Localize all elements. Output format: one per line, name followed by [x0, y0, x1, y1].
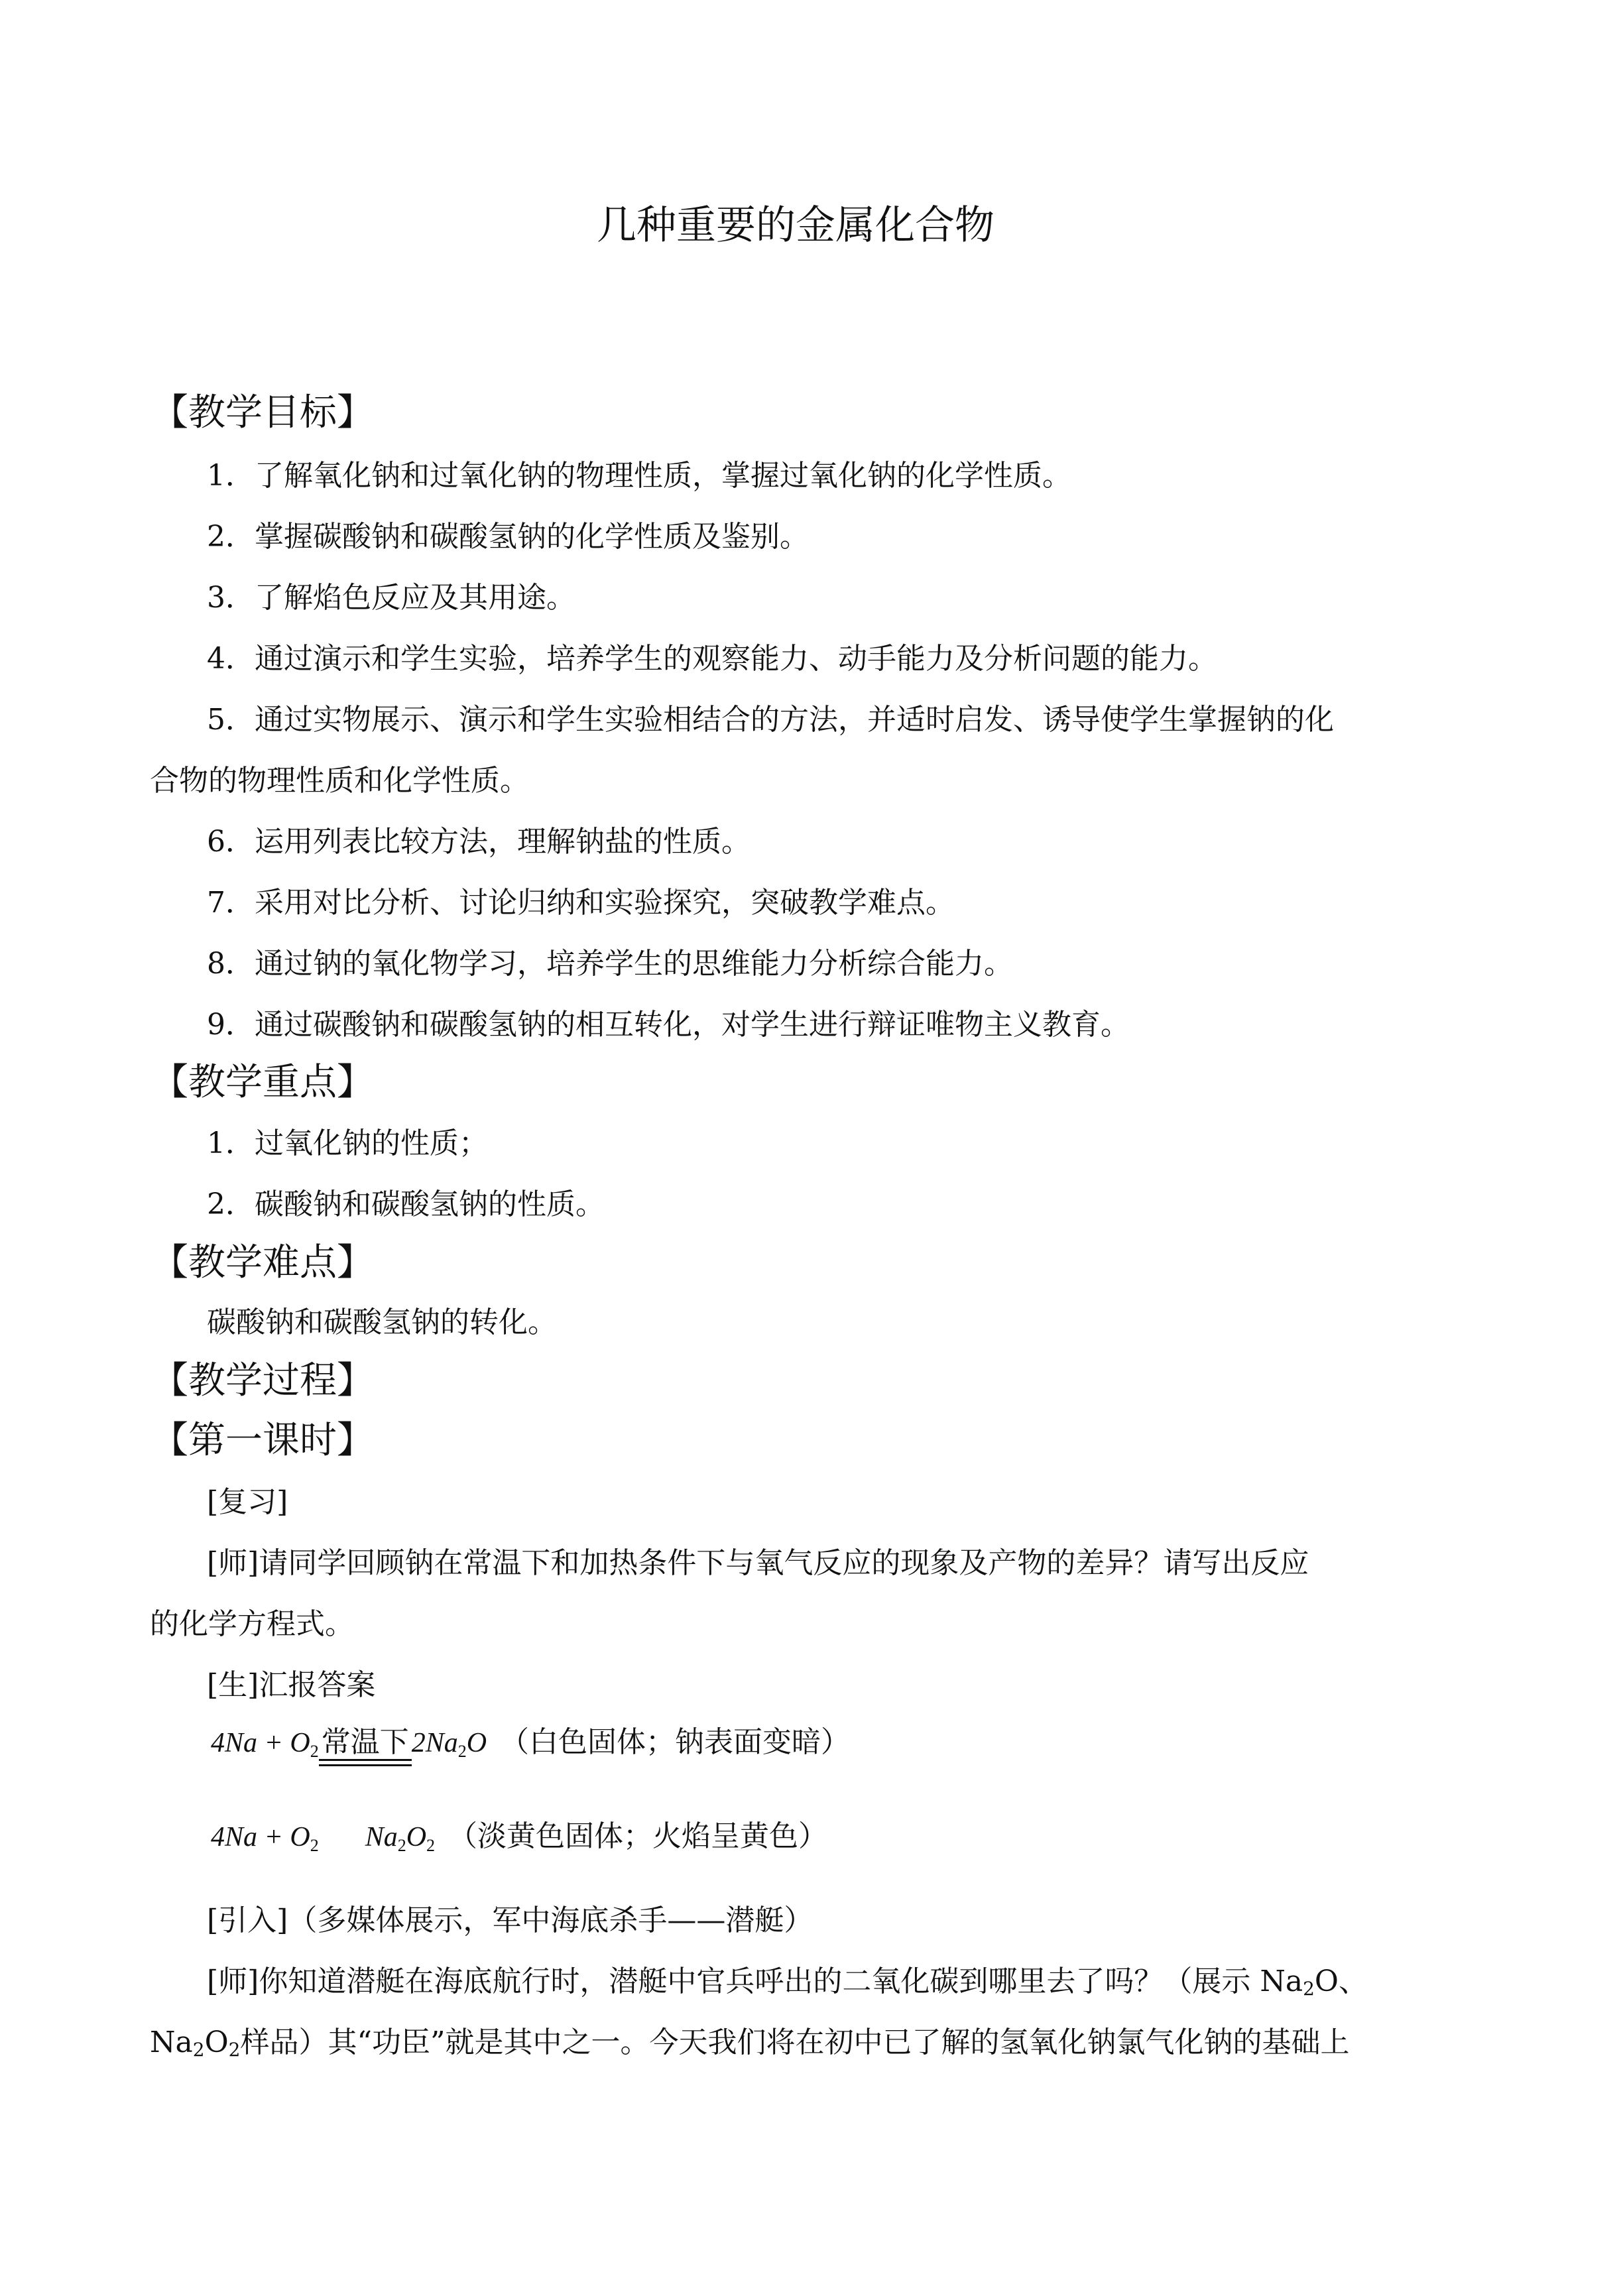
objective-item: 3．了解焰色反应及其用途。	[207, 581, 575, 615]
heading-difficulties: 【教学难点】	[151, 1241, 374, 1284]
heading-objectives: 【教学目标】	[151, 391, 374, 434]
teacher-question-line: [师]请同学回顾钠在常温下和加热条件下与氧气反应的现象及产物的差异？请写出反应	[207, 1546, 1309, 1580]
difficulty-text: 碳酸钠和碳酸氢钠的转化。	[207, 1305, 557, 1339]
equation-formula: $4Na + O_2$ $Na_2O_2$	[211, 1822, 436, 1855]
intro-text: [引入]（多媒体展示，军中海底杀手——潜艇）	[207, 1903, 813, 1937]
equation-note: （白色固体；钠表面变暗）	[500, 1725, 851, 1759]
heading-process: 【教学过程】	[151, 1359, 374, 1402]
equation-formula: $4Na + O_2$常温下$2Na_2O$	[211, 1722, 487, 1772]
equation-normal-temp	[211, 1722, 850, 1772]
key-point-item: 1．过氧化钠的性质；	[207, 1126, 488, 1160]
teacher-intro-line: $Na_2O_2$样品）其“功臣”就是其中之一。今天我们将在初中已了解的氢氧化钠氯气化钠的基础上	[150, 2025, 1350, 2061]
page-title: 几种重要的金属化合物	[597, 202, 994, 249]
objective-item: 9．通过碳酸钠和碳酸氢钠的相互转化，对学生进行辩证唯物主义教育。	[207, 1008, 1130, 1042]
objective-item: 6．运用列表比较方法，理解钠盐的性质。	[207, 825, 751, 859]
equation-heating	[211, 1817, 827, 1866]
equation-note: （淡黄色固体；火焰呈黄色）	[448, 1819, 828, 1853]
teacher-intro-line: [师]你知道潜艇在海底航行时，潜艇中官兵呼出的二氧化碳到哪里去了吗？（展示 $Na_2O$、	[207, 1964, 1368, 2000]
objective-item: 8．通过钠的氧化物学习，培养学生的思维能力分析综合能力。	[207, 947, 1013, 981]
reaction-condition: 常温下	[319, 1722, 412, 1762]
student-answer-tag: [生]汇报答案	[207, 1668, 376, 1702]
objective-item: 7．采用对比分析、讨论归纳和实验探究，突破教学难点。	[207, 886, 955, 920]
objective-item-continuation: 合物的物理性质和化学性质。	[150, 764, 529, 798]
objective-item: 5．通过实物展示、演示和学生实验相结合的方法，并适时启发、诱导使学生掌握钠的化	[207, 703, 1334, 737]
objective-item: 4．通过演示和学生实验，培养学生的观察能力、动手能力及分析问题的能力。	[207, 642, 1217, 676]
key-point-item: 2．碳酸钠和碳酸氢钠的性质。	[207, 1187, 605, 1221]
review-tag: [复习]	[207, 1485, 288, 1519]
heading-key-points: 【教学重点】	[151, 1061, 374, 1104]
heading-first-lesson: 【第一课时】	[151, 1419, 374, 1462]
objective-item: 2．掌握碳酸钠和碳酸氢钠的化学性质及鉴别。	[207, 520, 809, 554]
objective-item: 1．了解氧化钠和过氧化钠的物理性质，掌握过氧化钠的化学性质。	[207, 459, 1071, 493]
teacher-question-line: 的化学方程式。	[150, 1607, 354, 1641]
